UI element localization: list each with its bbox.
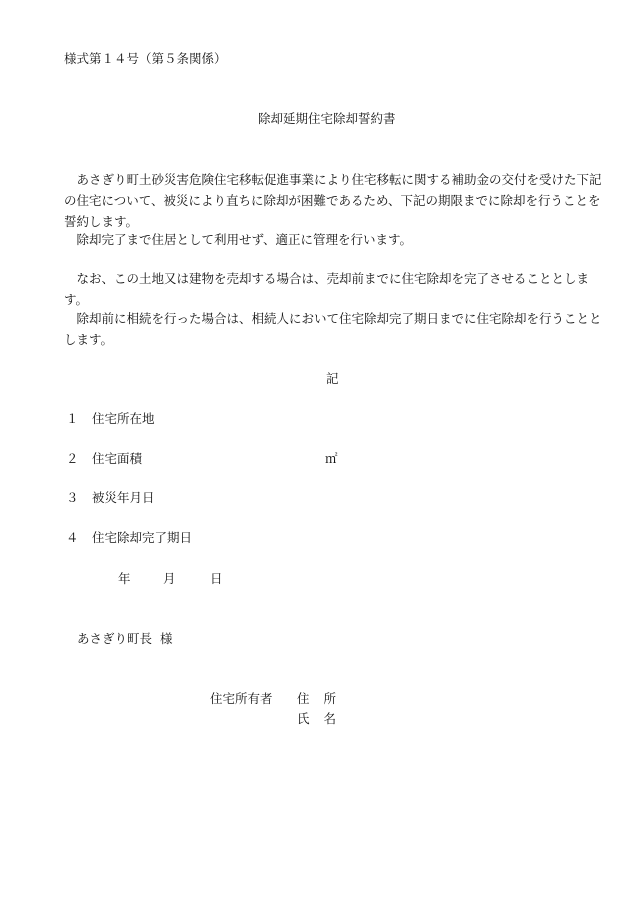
date-month: 月 (163, 571, 176, 586)
list-item (66, 528, 192, 546)
owner-address-char: 所 (323, 691, 337, 706)
ki-heading: 記 (326, 371, 339, 386)
item-number: ２ (66, 451, 79, 466)
owner-address-char: 住 (297, 691, 310, 706)
owner-name-label (297, 709, 336, 727)
addressee-name: あさぎり町長 (77, 631, 153, 646)
list-item (66, 409, 155, 427)
item-number: ４ (66, 530, 79, 545)
item-label: 住宅所在地 (92, 411, 155, 426)
document-title: 除却延期住宅除却誓約書 (258, 111, 396, 126)
body-paragraph-3: なお、この土地又は建物を売却する場合は、売却前までに住宅除却を完了させることとします。 (64, 271, 590, 307)
owner-name-char: 氏 (297, 711, 310, 726)
body-paragraph-1: あさぎり町土砂災害危険住宅移転促進事業により住宅移転に関する補助金の交付を受けた下記の住宅について、被災により直ちに除却が困難であるため、下記の期限までに除却を行うことを誓約します。 (64, 172, 602, 229)
list-item (66, 449, 142, 467)
owner-name-char: 名 (323, 711, 337, 726)
item-number: ３ (66, 490, 79, 505)
item-label: 被災年月日 (92, 490, 155, 505)
date-year: 年 (118, 571, 131, 586)
owner-label: 住宅所有者 (210, 691, 273, 706)
item-number: １ (66, 411, 79, 426)
addressee-honorific: 様 (160, 631, 173, 646)
list-item (66, 488, 155, 506)
body-paragraph-2: 除却完了まで住居として利用せず、適正に管理を行います。 (76, 232, 413, 247)
date-day: 日 (210, 571, 223, 586)
item-label: 住宅面積 (92, 451, 143, 466)
item-label: 住宅除却完了期日 (92, 530, 193, 545)
addressee (77, 629, 173, 647)
form-number: 様式第１４号（第５条関係） (64, 51, 227, 66)
owner-address-label (297, 689, 336, 707)
body-paragraph-4: 除却前に相続を行った場合は、相続人において住宅除却完了期日までに住宅除却を行うこととします。 (64, 311, 602, 347)
area-unit: ㎡ (325, 451, 338, 466)
